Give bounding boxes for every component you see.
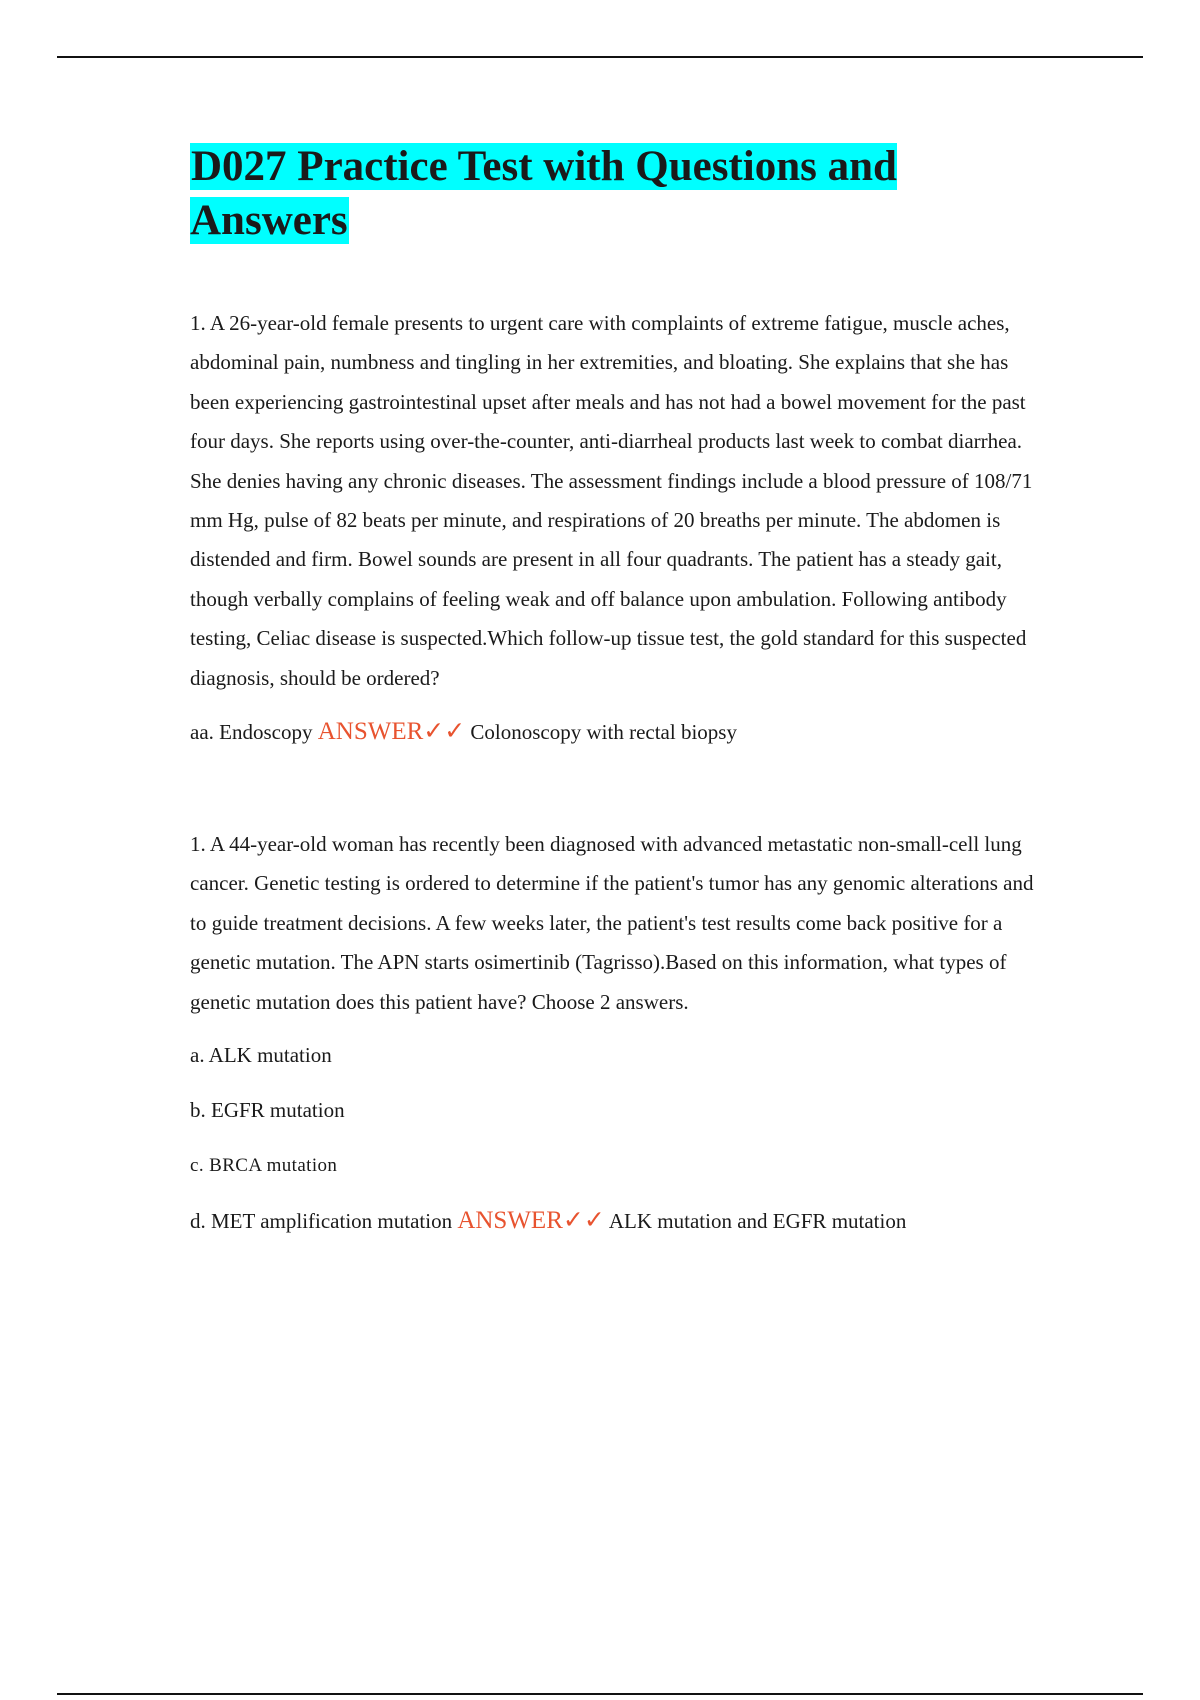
title-highlight: D027 Practice Test with Questions and Answers <box>190 143 897 244</box>
question-2-answer-line <box>190 1201 1035 1241</box>
document-title <box>190 140 1035 248</box>
question-2-final-option: d. MET amplification mutation <box>190 1209 453 1234</box>
question-2-option-c: c. BRCA mutation <box>190 1155 338 1177</box>
footer-rule <box>57 1693 1143 1695</box>
question-spacer <box>190 752 1035 825</box>
question-1-answer-tag: ANSWER✓✓ <box>317 718 466 746</box>
question-1-final-option: aa. Endoscopy <box>190 720 313 745</box>
question-2-answer: ALK mutation and EGFR mutation <box>608 1209 907 1234</box>
question-1-answer: Colonoscopy with rectal biopsy <box>470 720 737 745</box>
question-2-option-b: b. EGFR mutation <box>190 1098 345 1123</box>
header-rule <box>57 56 1143 58</box>
question-1-text: 1. A 26-year-old female presents to urgent care with complaints of extreme fatigue, muscle aches, abdominal pain, numbness and tingling in her extremities, and bloating. She explains that she has been experiencing gastrointestinal upset after meals and has not had a bowel movement for the past four days. She reports using over-the-counter, anti-diarrheal products last week to combat diarrhea. She denies having any chronic diseases. The assessment findings include a blood pressure of 108/71 mm Hg, pulse of 82 beats per minute, and respirations of 20 breaths per minute. The abdomen is distended and firm. Bowel sounds are present in all four quadrants. The patient has a steady gait, though verbally complains of feeling weak and off balance upon ambulation. Following antibody testing, Celiac disease is suspected.Which follow-up tissue test, the gold standard for this suspected diagnosis, should be ordered? <box>190 311 1033 690</box>
page-content <box>190 140 1035 1241</box>
question-2-answer-tag: ANSWER✓✓ <box>457 1207 605 1235</box>
question-1-answer-line <box>190 712 1035 752</box>
question-2-option-a: a. ALK mutation <box>190 1043 332 1068</box>
question-2-text: 1. A 44-year-old woman has recently been diagnosed with advanced metastatic non-small-cell lung cancer. Genetic testing is ordered to determine if the patient's tumor has any genomic alterations and to guide treatment decisions. A few weeks later, the patient's test results come back positive for a genetic mutation. The APN starts osimertinib (Tagrisso).Based on this information, what types of genetic mutation does this patient have? Choose 2 answers. <box>190 832 1034 1014</box>
